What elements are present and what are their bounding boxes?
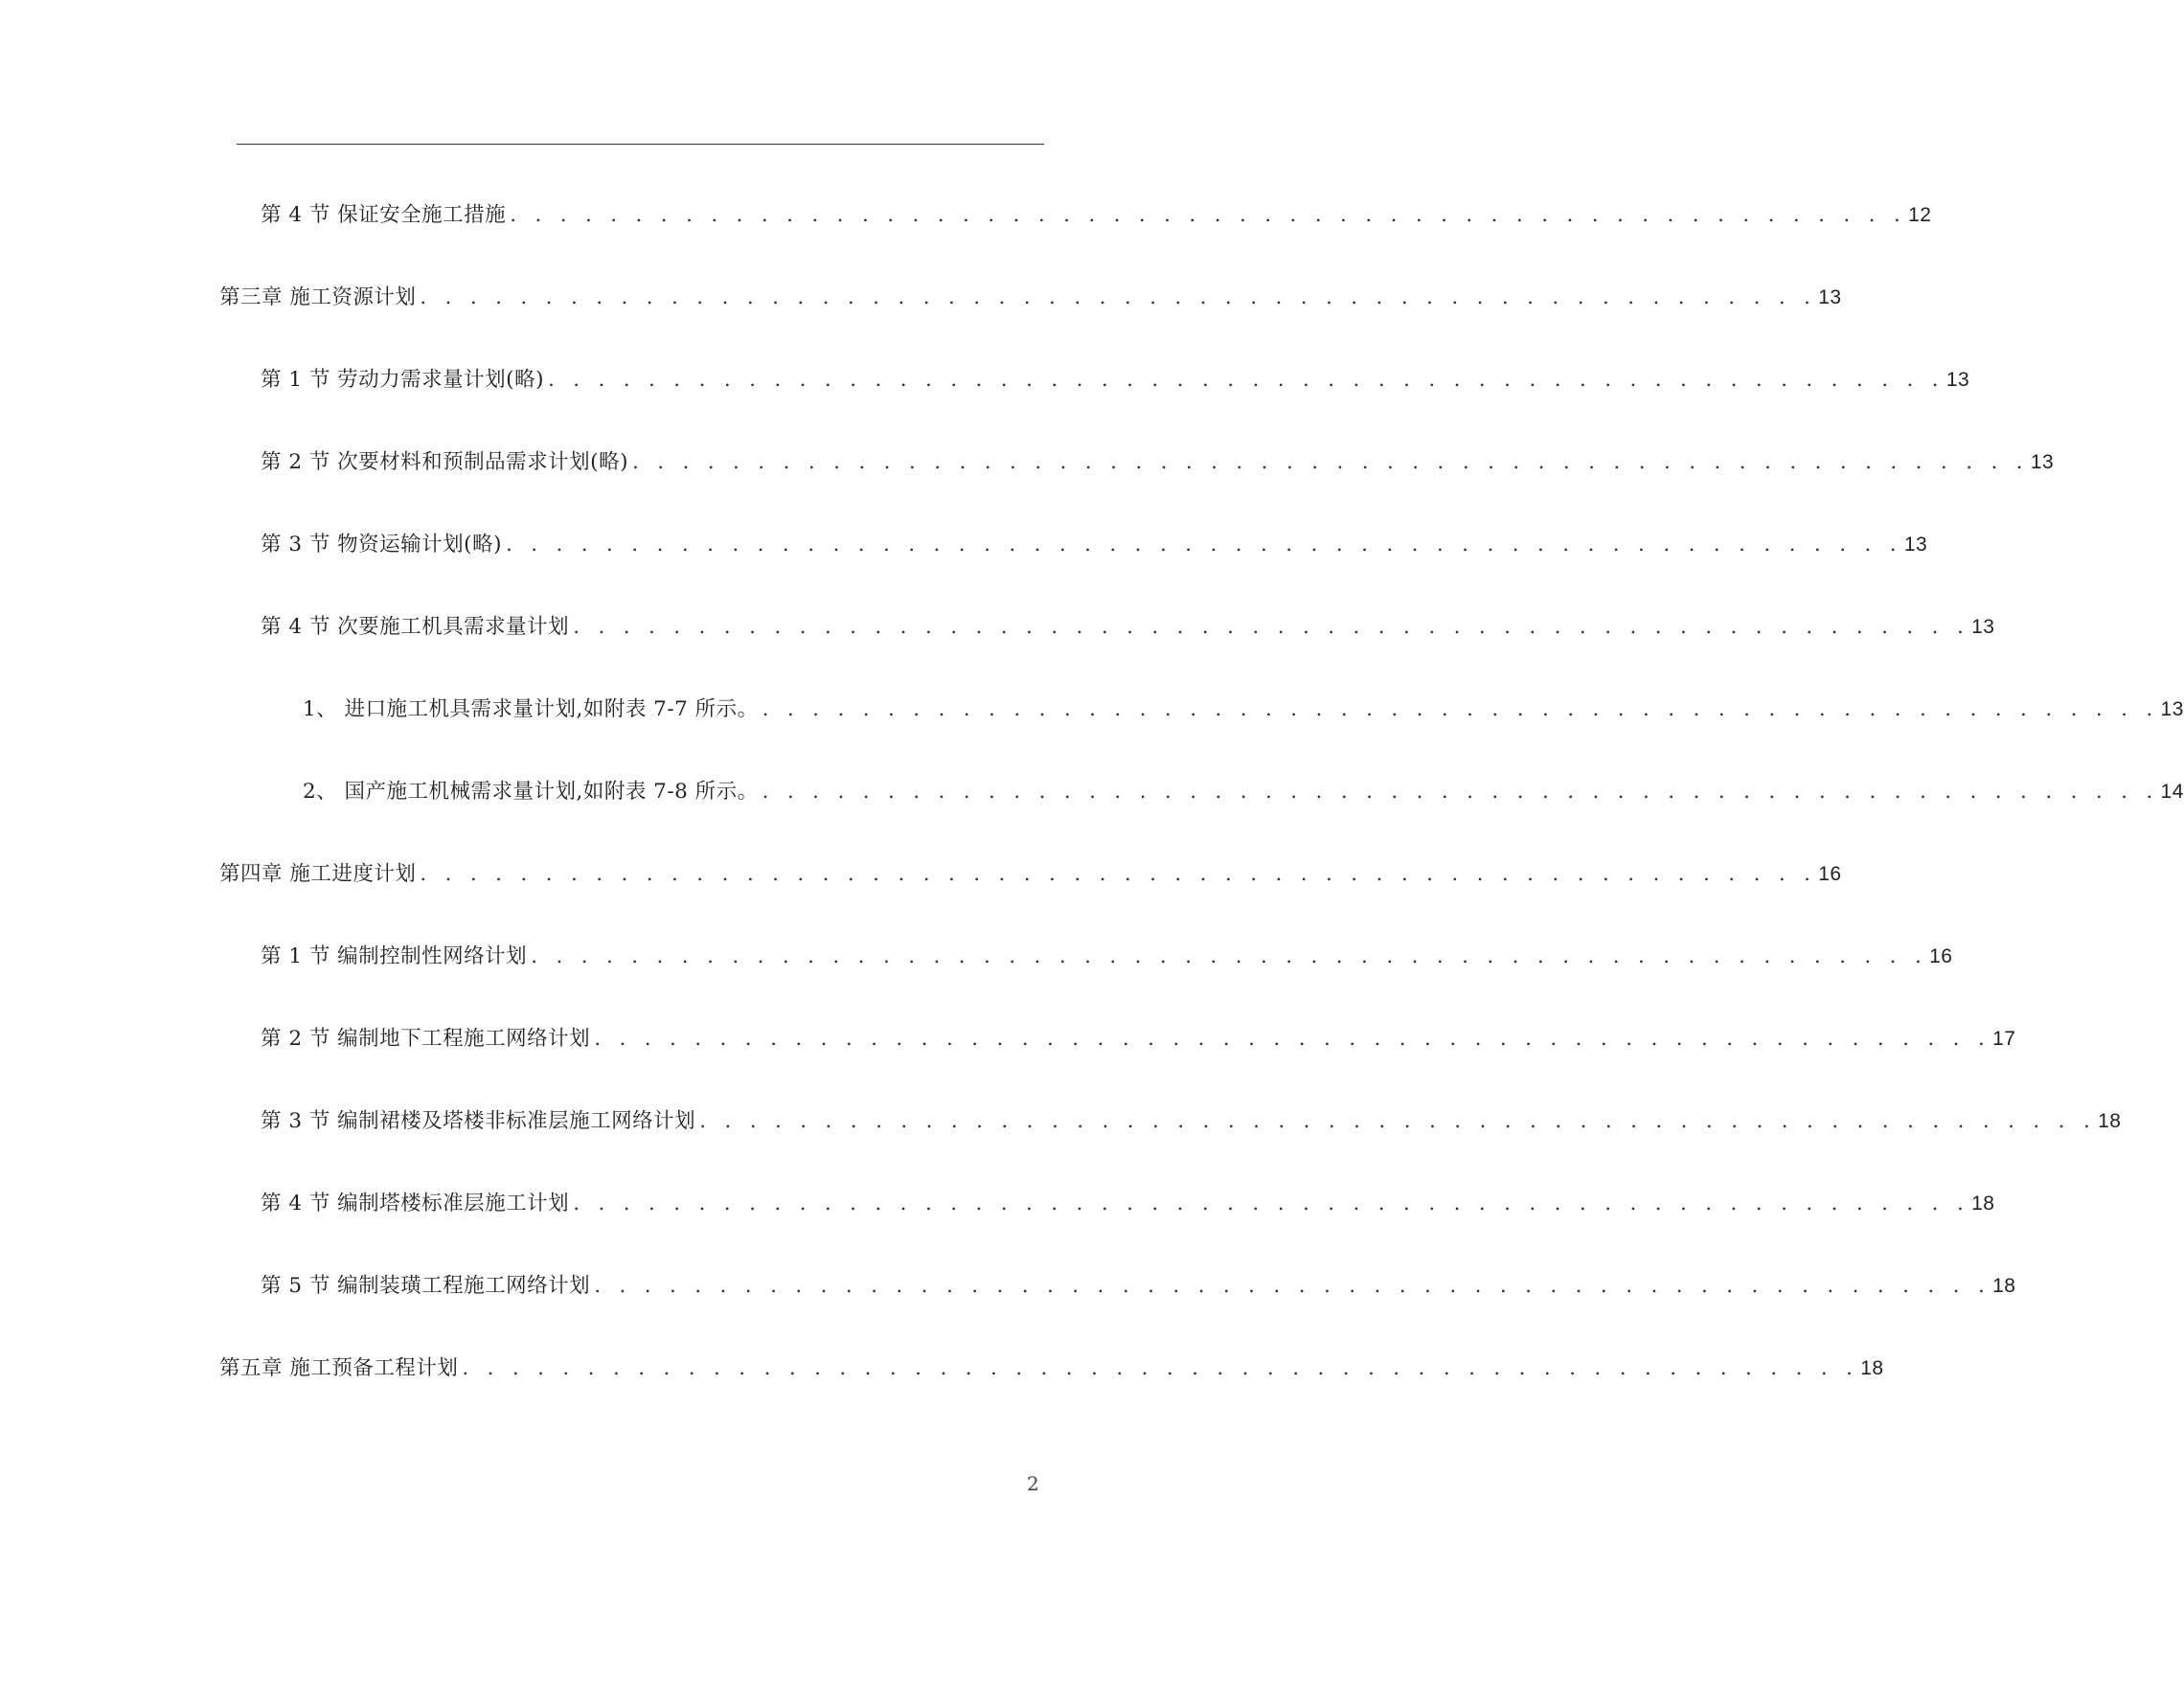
toc-entry-label: 第 4 节 保证安全施工措施 xyxy=(261,203,507,227)
toc-entry[interactable] xyxy=(261,1267,2016,1306)
toc-entry-page: 13 xyxy=(2030,451,2055,473)
toc-leader-dots: . . . . . . . . . . . . . . . . . . . . . . . . . . . . . . . . . . . . . . . . . . . . . . . . . . . . . . . . xyxy=(762,697,2159,721)
toc-entry-page: 13 xyxy=(1971,616,1995,638)
toc-entry-page: 18 xyxy=(1860,1357,1884,1379)
toc-entry-label: 第 2 节 次要材料和预制品需求计划(略) xyxy=(261,450,628,474)
toc-entry-page: 16 xyxy=(1929,945,1953,967)
toc-entry[interactable] xyxy=(261,443,2055,482)
toc-leader-dots: . . . . . . . . . . . . . . . . . . . . . . . . . . . . . . . . . . . . . . . . . . . . . . . . . . . . . . . . xyxy=(699,1109,2097,1133)
toc-entry-page: 13 xyxy=(1903,534,1928,556)
toc-leader-dots: . . . . . . . . . . . . . . . . . . . . . . . . . . . . . . . . . . . . . . . . . . . . . . . . . . . . . . . . xyxy=(573,1192,1970,1215)
toc-entry[interactable] xyxy=(261,1102,2122,1141)
toc-entry-label: 第 1 节 劳动力需求量计划(略) xyxy=(261,368,544,392)
toc-entry-page: 18 xyxy=(1971,1193,1995,1215)
toc-leader-dots: . . . . . . . . . . . . . . . . . . . . . . . . . . . . . . . . . . . . . . . . . . . . . . . . . . . . . . . . xyxy=(594,1027,1991,1051)
toc-leader-dots: . . . . . . . . . . . . . . . . . . . . . . . . . . . . . . . . . . . . . . . . . . . . . . . . . . . . . . . . xyxy=(420,862,1817,886)
toc-entry-label: 1、 进口施工机具需求量计划,如附表 7-7 所示。 xyxy=(303,697,759,721)
toc-leader-dots: . . . . . . . . . . . . . . . . . . . . . . . . . . . . . . . . . . . . . . . . . . . . . . . . . . . . . . . . xyxy=(531,944,1928,968)
toc-entry-label: 第 1 节 编制控制性网络计划 xyxy=(261,944,528,968)
toc-entry-page: 12 xyxy=(1908,204,1932,226)
toc-entry-page: 13 xyxy=(1818,286,1842,308)
toc-entry-label: 第 5 节 编制装璜工程施工网络计划 xyxy=(261,1274,591,1298)
toc-entry-page: 13 xyxy=(2160,698,2184,720)
toc-entry-label: 2、 国产施工机械需求量计划,如附表 7-8 所示。 xyxy=(303,780,759,804)
toc-entry[interactable] xyxy=(261,1185,1995,1223)
page-number: 2 xyxy=(1027,1472,1039,1495)
toc-leader-dots: . . . . . . . . . . . . . . . . . . . . . . . . . . . . . . . . . . . . . . . . . . . . . . . . . . . . . . . . xyxy=(594,1274,1991,1298)
toc-entry[interactable] xyxy=(219,1350,1884,1388)
toc-entry-label: 第 4 节 次要施工机具需求量计划 xyxy=(261,615,570,639)
toc-entry-page: 17 xyxy=(1992,1028,2016,1050)
toc-entry-label: 第 2 节 编制地下工程施工网络计划 xyxy=(261,1027,591,1051)
toc-entry-page: 14 xyxy=(2160,781,2184,803)
toc-entry[interactable] xyxy=(261,1020,2016,1058)
toc-entry-label: 第 3 节 物资运输计划(略) xyxy=(261,533,502,557)
toc-entry[interactable] xyxy=(303,691,2184,729)
toc-entry-page: 18 xyxy=(1992,1275,2016,1297)
toc-entry[interactable] xyxy=(219,279,1842,317)
toc-leader-dots: . . . . . . . . . . . . . . . . . . . . . . . . . . . . . . . . . . . . . . . . . . . . . . . . . . . . . . . . xyxy=(505,533,1902,557)
toc-leader-dots: . . . . . . . . . . . . . . . . . . . . . . . . . . . . . . . . . . . . . . . . . . . . . . . . . . . . . . . . xyxy=(420,285,1817,309)
toc-entry[interactable] xyxy=(261,938,1953,976)
toc-entry-label: 第 3 节 编制裙楼及塔楼非标准层施工网络计划 xyxy=(261,1109,696,1133)
toc-entry-label: 第四章 施工进度计划 xyxy=(219,862,417,886)
toc-leader-dots: . . . . . . . . . . . . . . . . . . . . . . . . . . . . . . . . . . . . . . . . . . . . . . . . . . . . . . . . xyxy=(547,368,1945,392)
toc-entry-label: 第 4 节 编制塔楼标准层施工计划 xyxy=(261,1192,570,1215)
toc-entry[interactable] xyxy=(261,361,1970,399)
toc-leader-dots: . . . . . . . . . . . . . . . . . . . . . . . . . . . . . . . . . . . . . . . . . . . . . . . . . . . . . . . . xyxy=(762,780,2159,804)
toc-entry-label: 第五章 施工预备工程计划 xyxy=(219,1356,459,1380)
toc-leader-dots: . . . . . . . . . . . . . . . . . . . . . . . . . . . . . . . . . . . . . . . . . . . . . . . . . . . . . . . . xyxy=(631,450,2029,474)
toc-entry-page: 16 xyxy=(1818,863,1842,885)
toc-leader-dots: . . . . . . . . . . . . . . . . . . . . . . . . . . . . . . . . . . . . . . . . . . . . . . . . . . . . . . . . xyxy=(510,203,1907,227)
toc-entry-label: 第三章 施工资源计划 xyxy=(219,285,417,309)
toc-entry-page: 18 xyxy=(2098,1110,2122,1132)
toc-entry[interactable] xyxy=(261,526,1928,564)
toc-entry-page: 13 xyxy=(1945,369,1970,391)
toc-entry[interactable] xyxy=(219,855,1842,894)
toc-entry[interactable] xyxy=(261,196,1932,235)
toc-entry[interactable] xyxy=(303,773,2184,811)
toc-leader-dots: . . . . . . . . . . . . . . . . . . . . . . . . . . . . . . . . . . . . . . . . . . . . . . . . . . . . . . . . xyxy=(573,615,1970,639)
toc-leader-dots: . . . . . . . . . . . . . . . . . . . . . . . . . . . . . . . . . . . . . . . . . . . . . . . . . . . . . . . . xyxy=(462,1356,1859,1380)
toc-entry[interactable] xyxy=(261,608,1995,647)
